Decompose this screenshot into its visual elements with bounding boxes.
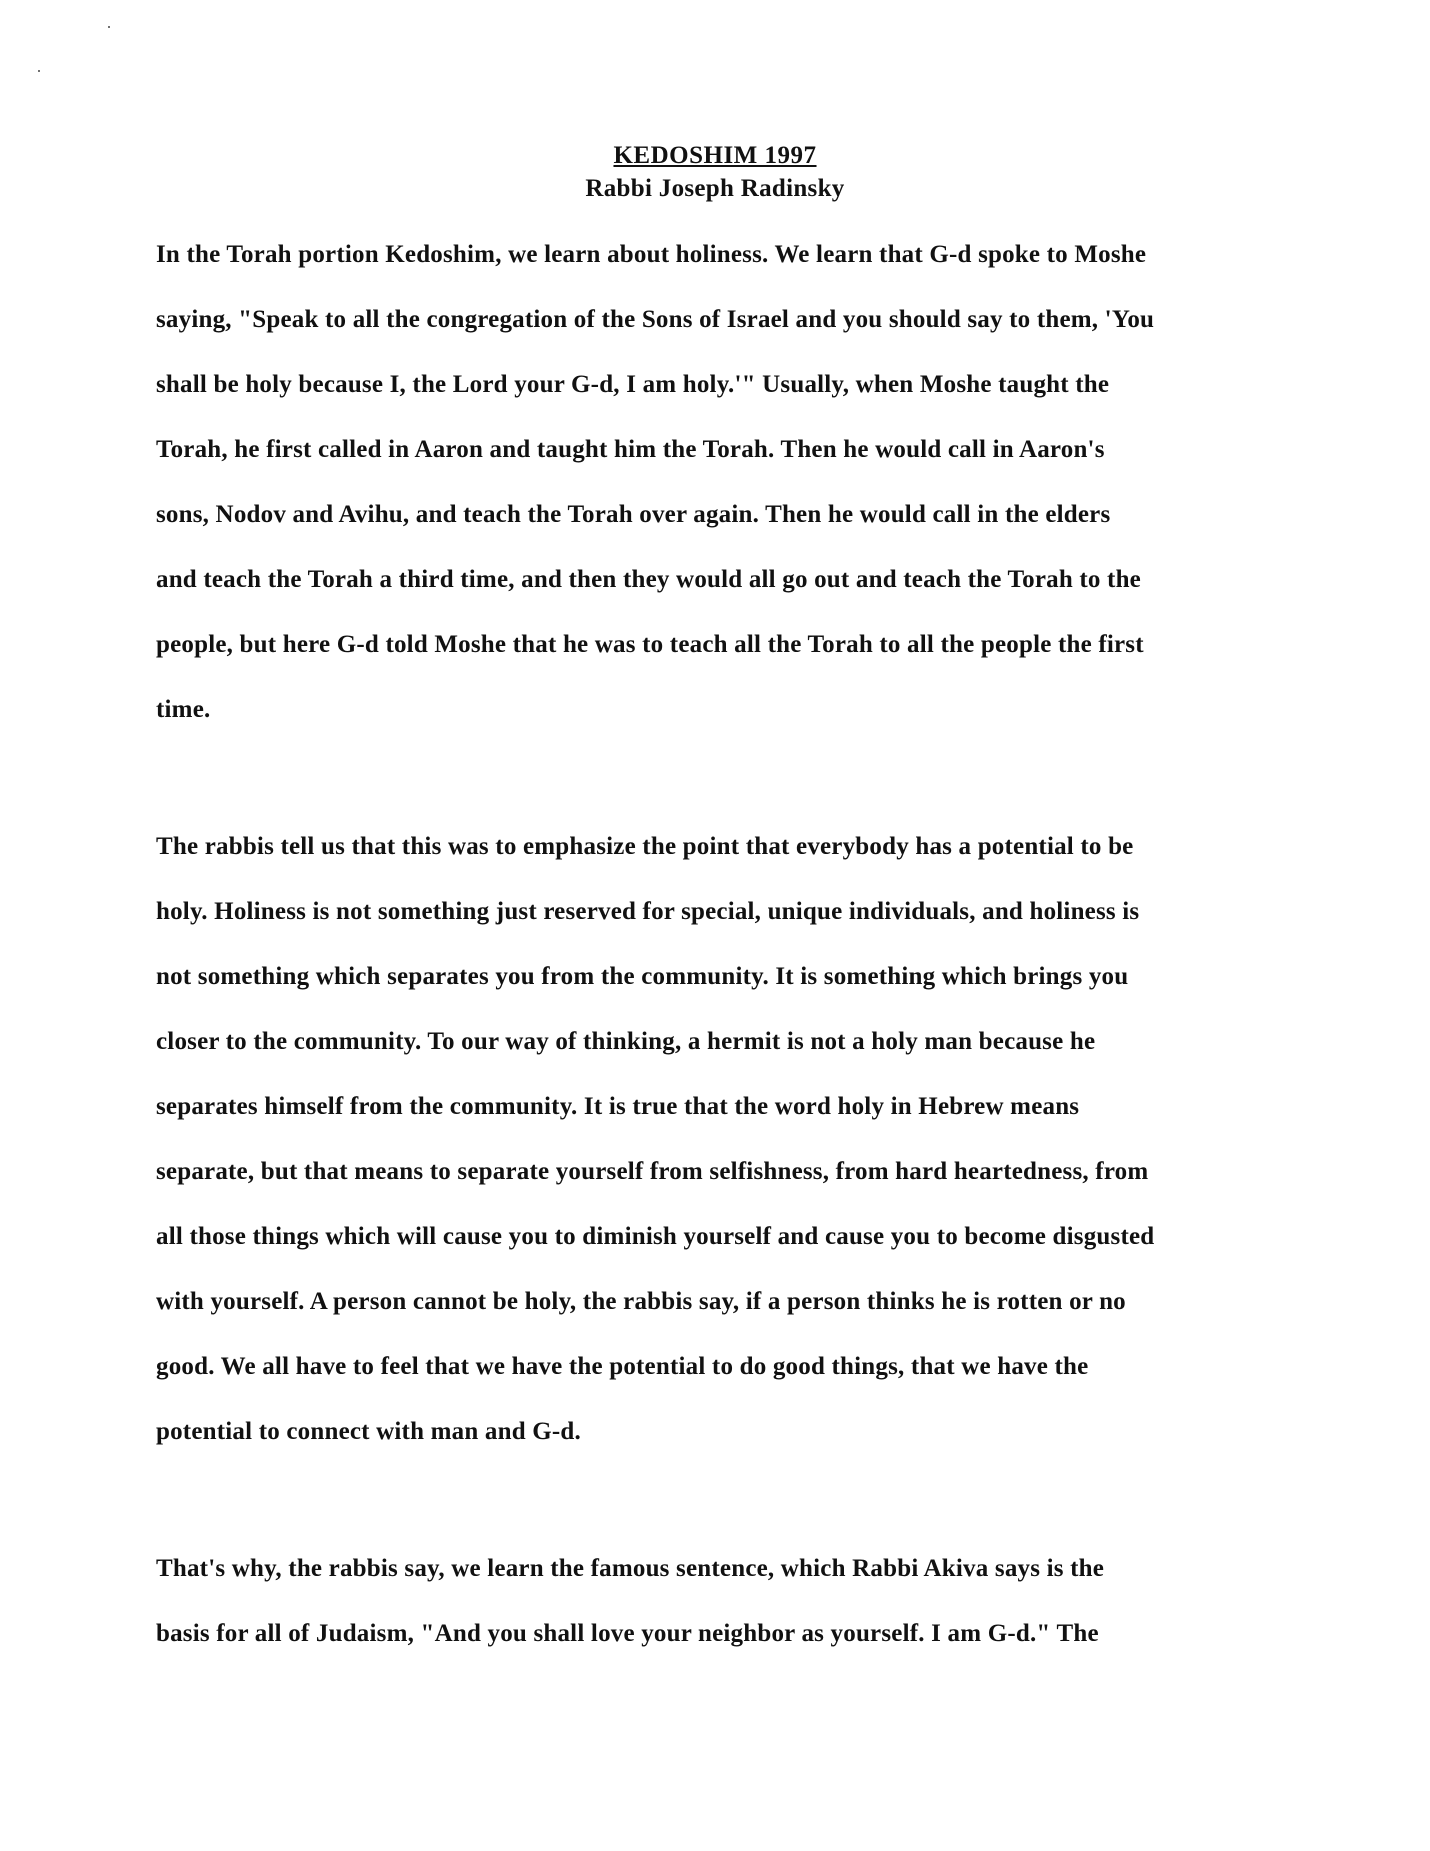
text-line: Torah, he first called in Aaron and taught him the Torah. Then he would call in Aaron's <box>156 436 1105 463</box>
text-line: That's why, the rabbis say, we learn the famous sentence, which Rabbi Akiva says is the <box>156 1555 1105 1582</box>
text-line: people, but here G-d told Moshe that he was to teach all the Torah to all the people the first <box>156 631 1144 658</box>
scan-speck <box>108 26 110 28</box>
text-line: separates himself from the community. It is true that the word holy in Hebrew means <box>156 1093 1080 1120</box>
document-title: KEDOSHIM 1997 <box>613 142 817 169</box>
document-body <box>156 237 1256 1681</box>
paragraph <box>156 237 1256 757</box>
text-line: all those things which will cause you to diminish yourself and cause you to become disgusted <box>156 1223 1155 1250</box>
text-line: good. We all have to feel that we have the potential to do good things, that we have the <box>156 1353 1089 1380</box>
text-line: saying, "Speak to all the congregation of the Sons of Israel and you should say to them, 'You <box>156 306 1155 333</box>
text-line: holy. Holiness is not something just reserved for special, unique individuals, and holiness is <box>156 898 1140 925</box>
paragraph-gap <box>156 1479 1256 1551</box>
paragraph-gap <box>156 757 1256 829</box>
text-line: not something which separates you from the community. It is something which brings you <box>156 963 1129 990</box>
text-line: separate, but that means to separate yourself from selfishness, from hard heartedness, from <box>156 1158 1149 1185</box>
document-author: Rabbi Joseph Radinsky <box>585 175 845 202</box>
text-line: basis for all of Judaism, "And you shall love your neighbor as yourself. I am G-d." The <box>156 1620 1099 1647</box>
text-line: time. <box>156 696 211 723</box>
paragraph <box>156 829 1256 1479</box>
paragraph <box>156 1551 1256 1681</box>
text-line: potential to connect with man and G-d. <box>156 1418 581 1445</box>
text-line: with yourself. A person cannot be holy, the rabbis say, if a person thinks he is rotten or no <box>156 1288 1126 1315</box>
text-line: and teach the Torah a third time, and then they would all go out and teach the Torah to the <box>156 566 1141 593</box>
text-line: shall be holy because I, the Lord your G-d, I am holy.'" Usually, when Moshe taught the <box>156 371 1110 398</box>
title-block <box>0 140 1430 206</box>
text-line: In the Torah portion Kedoshim, we learn about holiness. We learn that G-d spoke to Moshe <box>156 241 1147 268</box>
text-line: sons, Nodov and Avihu, and teach the Torah over again. Then he would call in the elders <box>156 501 1111 528</box>
text-line: The rabbis tell us that this was to emphasize the point that everybody has a potential to be <box>156 833 1134 860</box>
scan-speck <box>38 70 40 72</box>
text-line: closer to the community. To our way of thinking, a hermit is not a holy man because he <box>156 1028 1096 1055</box>
